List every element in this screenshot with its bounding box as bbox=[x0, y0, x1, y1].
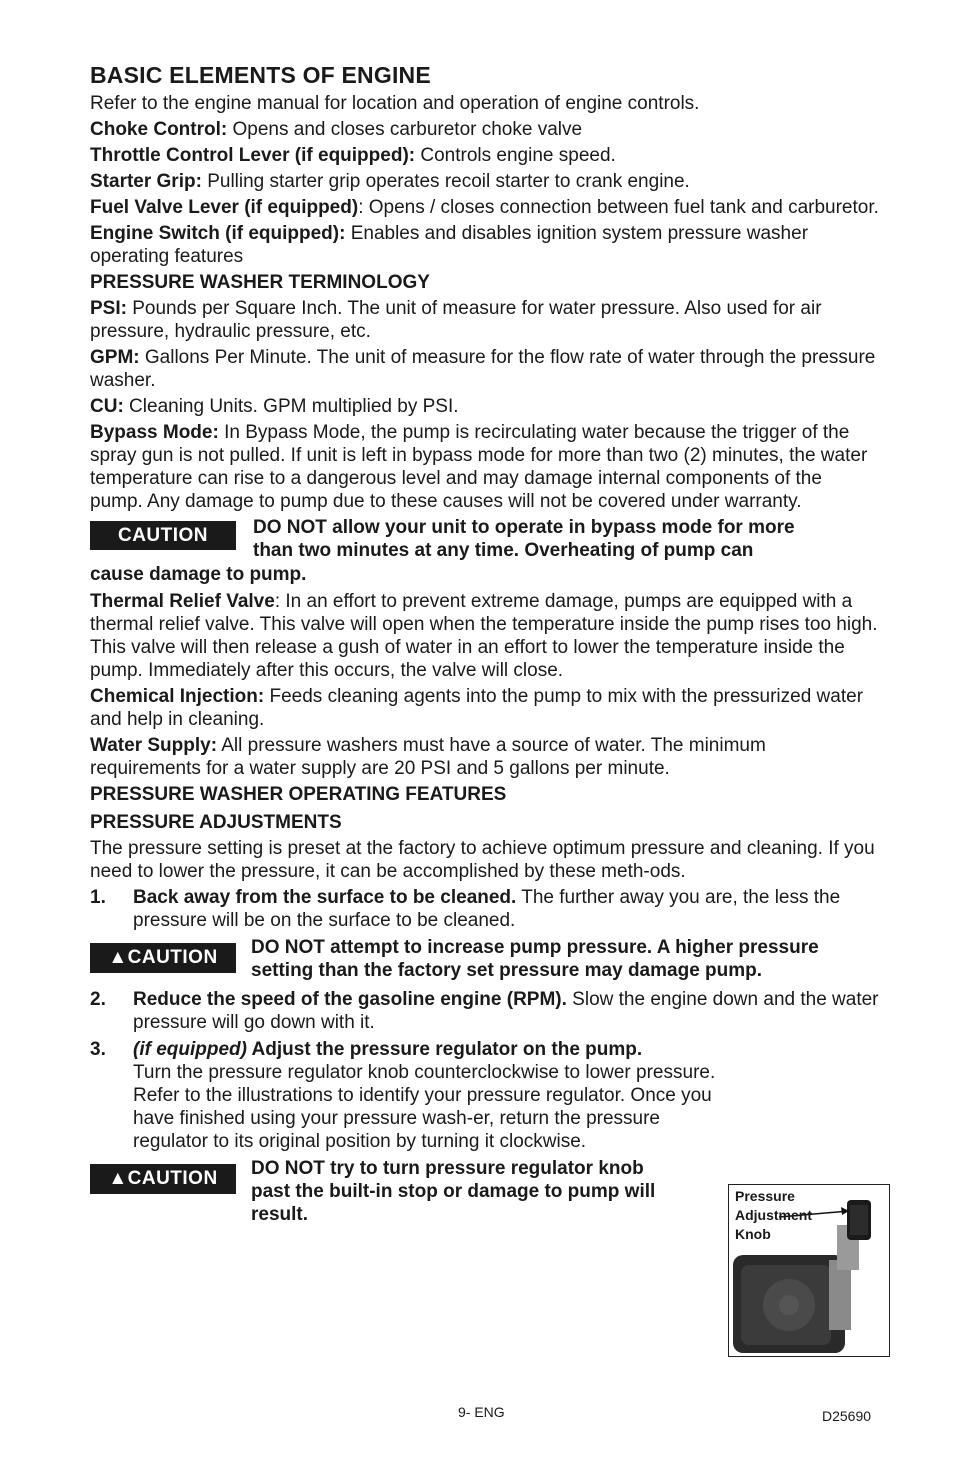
caution-bypass bbox=[90, 516, 880, 586]
caution-line: cause damage to pump. bbox=[90, 564, 307, 585]
document-code: D25690 bbox=[822, 1408, 872, 1424]
figure-label: Pressure Adjustment Knob bbox=[735, 1188, 812, 1242]
term-item: Chemical Injection: Feeds cleaning agents into the pump to mix with the pressurized water and help in cleaning. bbox=[90, 686, 864, 730]
caution-badge: CAUTION bbox=[90, 521, 236, 550]
caution-line: than two minutes at any time. Overheating of pump can bbox=[253, 540, 754, 561]
step-3: 3. (if equipped) Adjust the pressure regulator on the pump. Turn the pressure regulator knob counterclockwise to lower pressure. Refer to the illustrations to identify your pressure regulator. Once you have finished using your pressure wash-er, return the pressure regulator to its original position by turning it clockwise. bbox=[90, 1039, 716, 1152]
engine-item: Starter Grip: Pulling starter grip operates recoil starter to crank engine. bbox=[90, 171, 690, 192]
caution-line: DO NOT allow your unit to operate in bypass mode for more bbox=[253, 517, 795, 538]
caution-line: past the built-in stop or damage to pump will bbox=[251, 1181, 656, 1202]
manual-page bbox=[90, 62, 880, 1231]
adjustments-heading: PRESSURE ADJUSTMENTS bbox=[90, 812, 342, 833]
warning-triangle-icon: ▲ bbox=[108, 947, 128, 968]
caution-line: DO NOT try to turn pressure regulator knob bbox=[251, 1158, 644, 1179]
term-item: Thermal Relief Valve: In an effort to prevent extreme damage, pumps are equipped with a thermal relief valve. This valve will open when the temperature inside the pump rises too high. This valve will then release a gush of water in an effort to lower the temperature inside the pump. Immediately after this occurs, the valve will close. bbox=[90, 591, 878, 681]
term-item: GPM: Gallons Per Minute. The unit of measure for the flow rate of water through the pressure washer. bbox=[90, 347, 876, 391]
pump-illustration bbox=[728, 1184, 890, 1357]
term-item: CU: Cleaning Units. GPM multiplied by PSI. bbox=[90, 396, 459, 417]
intro-text: Refer to the engine manual for location and operation of engine controls. bbox=[90, 93, 700, 114]
caution-badge: ▲CAUTION bbox=[90, 943, 236, 973]
caution-line: setting than the factory set pressure may damage pump. bbox=[251, 960, 763, 981]
step-2: 2. Reduce the speed of the gasoline engine (RPM). Slow the engine down and the water pressure will go down with it. bbox=[90, 989, 879, 1033]
caution-line: result. bbox=[251, 1204, 309, 1225]
caution-pressure bbox=[90, 936, 880, 984]
step-number: 1. bbox=[90, 887, 106, 908]
caution-badge: ▲CAUTION bbox=[90, 1164, 236, 1194]
page-title: BASIC ELEMENTS OF ENGINE bbox=[90, 62, 431, 88]
terminology-heading: PRESSURE WASHER TERMINOLOGY bbox=[90, 272, 430, 293]
term-item: Bypass Mode: In Bypass Mode, the pump is recirculating water because the trigger of the spray gun is not pulled. If unit is left in bypass mode for more than two (2) minutes, the water temperature can rise to a dangerous level and may damage internal components of the pump. Any damage to pump due to these causes will not be covered under warranty. bbox=[90, 422, 868, 512]
term-item: PSI: Pounds per Square Inch. The unit of measure for water pressure. Also used for air pressure, hydraulic pressure, etc. bbox=[90, 298, 822, 342]
step-1: 1. Back away from the surface to be cleaned. The further away you are, the less the pressure will be on the surface to be cleaned. bbox=[90, 887, 841, 931]
adjust-intro: The pressure setting is preset at the factory to achieve optimum pressure and cleaning. If you need to lower the pressure, it can be accomplished by these meth-ods. bbox=[90, 838, 875, 882]
engine-item: Choke Control: Opens and closes carburetor choke valve bbox=[90, 119, 583, 140]
step-number: 3. bbox=[90, 1039, 106, 1060]
engine-item: Engine Switch (if equipped): Enables and disables ignition system pressure washer operating features bbox=[90, 223, 809, 267]
term-item: Water Supply: All pressure washers must have a source of water. The minimum requirements for a water supply are 20 PSI and 5 gallons per minute. bbox=[90, 735, 766, 779]
warning-triangle-icon: ▲ bbox=[108, 1168, 128, 1189]
caution-line: DO NOT attempt to increase pump pressure. A higher pressure bbox=[251, 937, 819, 958]
engine-item: Throttle Control Lever (if equipped): Controls engine speed. bbox=[90, 145, 616, 166]
page-number: 9- ENG bbox=[458, 1404, 505, 1420]
features-heading: PRESSURE WASHER OPERATING FEATURES bbox=[90, 784, 507, 805]
step-number: 2. bbox=[90, 989, 106, 1010]
engine-item: Fuel Valve Lever (if equipped): Opens / closes connection between fuel tank and carburetor. bbox=[90, 197, 879, 218]
